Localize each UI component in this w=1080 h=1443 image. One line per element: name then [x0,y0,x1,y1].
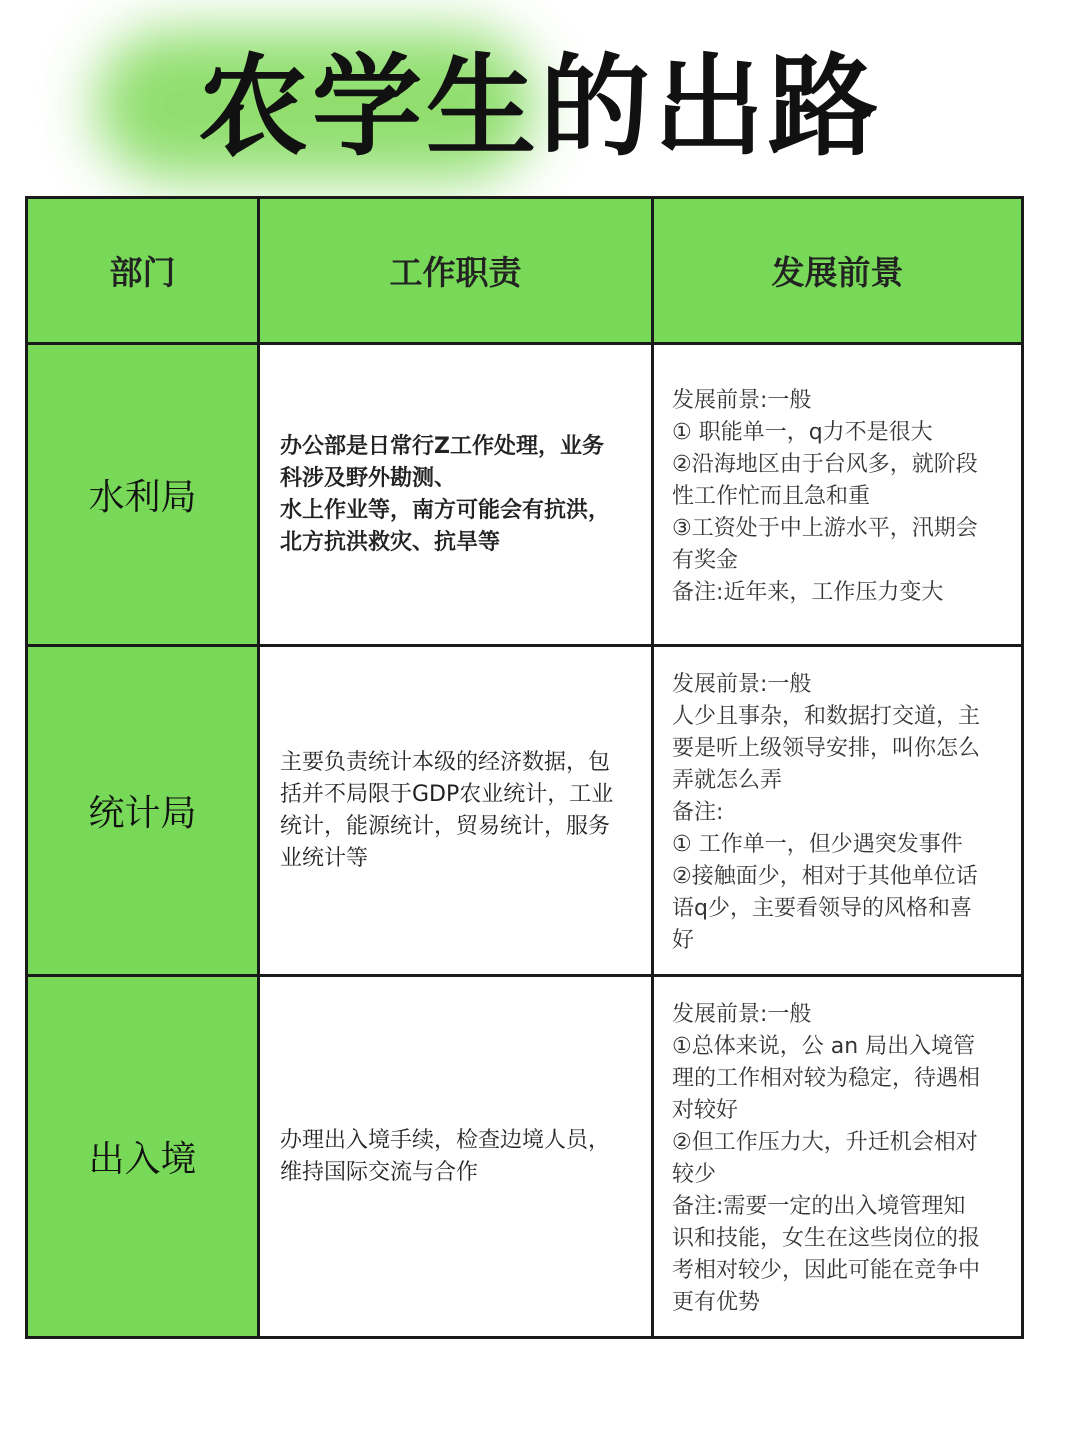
outlook-cell [653,976,1023,1338]
outlook-cell [653,646,1023,976]
outlook-line: 人少且事杂，和数据打交道，主 [672,704,981,729]
header-duties: 工作职责 [259,198,653,344]
outlook-line: ① 职能单一，q力不是很大 [672,420,933,445]
department-cell: 水利局 [27,344,259,646]
table-row [27,976,1023,1338]
outlook-line: 弄就怎么弄 [672,768,783,793]
duty-line: 统计，能源统计，贸易统计，服务 [280,813,611,839]
outlook-line: 较少 [672,1162,717,1187]
outlook-line: 备注:近年来，工作压力变大 [672,580,944,605]
table-row [27,344,1023,646]
duty-line: 括并不局限于GDP农业统计，工业 [280,781,614,807]
career-table [25,196,1024,1339]
duty-line: 水上作业等，南方可能会有抗洪， [280,497,611,523]
outlook-line: ①总体来说，公 an 局出入境管 [672,1034,976,1059]
duty-line: 办理出入境手续，检查边境人员， [280,1127,611,1153]
department-cell: 出入境 [27,976,259,1338]
outlook-line: 考相对较少，因此可能在竞争中 [672,1258,981,1283]
outlook-line: 发展前景:一般 [672,1002,812,1027]
duty-cell [259,976,653,1338]
table-row [27,646,1023,976]
outlook-line: 理的工作相对较为稳定，待遇相 [672,1066,981,1091]
header-department: 部门 [27,198,259,344]
outlook-line: 要是听上级领导安排，叫你怎么 [672,736,981,761]
outlook-line: ① 工作单一，但少遇突发事件 [672,832,963,857]
duty-line: 科涉及野外勘测、 [280,465,457,491]
outlook-line: 有奖金 [672,548,739,573]
outlook-line: 发展前景:一般 [672,672,812,697]
outlook-line: 好 [672,928,695,953]
duty-line: 办公部是日常行Z工作处理，业务 [280,433,604,459]
outlook-line: 对较好 [672,1098,739,1123]
outlook-line: ②但工作压力大，升迁机会相对 [672,1130,978,1155]
outlook-line: 发展前景:一般 [672,388,812,413]
department-cell: 统计局 [27,646,259,976]
outlook-cell [653,344,1023,646]
duty-line: 维持国际交流与合作 [280,1159,479,1185]
outlook-line: ②接触面少，相对于其他单位话 [672,864,978,889]
header-outlook: 发展前景 [653,198,1023,344]
table-header-row [27,198,1023,344]
outlook-line: ③工资处于中上游水平，汛期会 [672,516,978,541]
outlook-line: 备注:需要一定的出入境管理知 [672,1194,966,1219]
outlook-line: 语q少，主要看领导的风格和喜 [672,896,972,921]
outlook-line: ②沿海地区由于台风多，就阶段 [672,452,978,477]
duty-line: 主要负责统计本级的经济数据，包 [280,749,611,775]
duty-line: 北方抗洪救灾、抗旱等 [280,529,501,555]
duty-cell [259,344,653,646]
duty-line: 业统计等 [280,845,369,871]
outlook-line: 性工作忙而且急和重 [672,484,871,509]
duty-cell [259,646,653,976]
outlook-line: 更有优势 [672,1290,761,1315]
outlook-line: 识和技能，女生在这些岗位的报 [672,1226,981,1251]
outlook-line: 备注: [672,800,724,825]
page-title: 农学生的出路 [198,43,882,171]
